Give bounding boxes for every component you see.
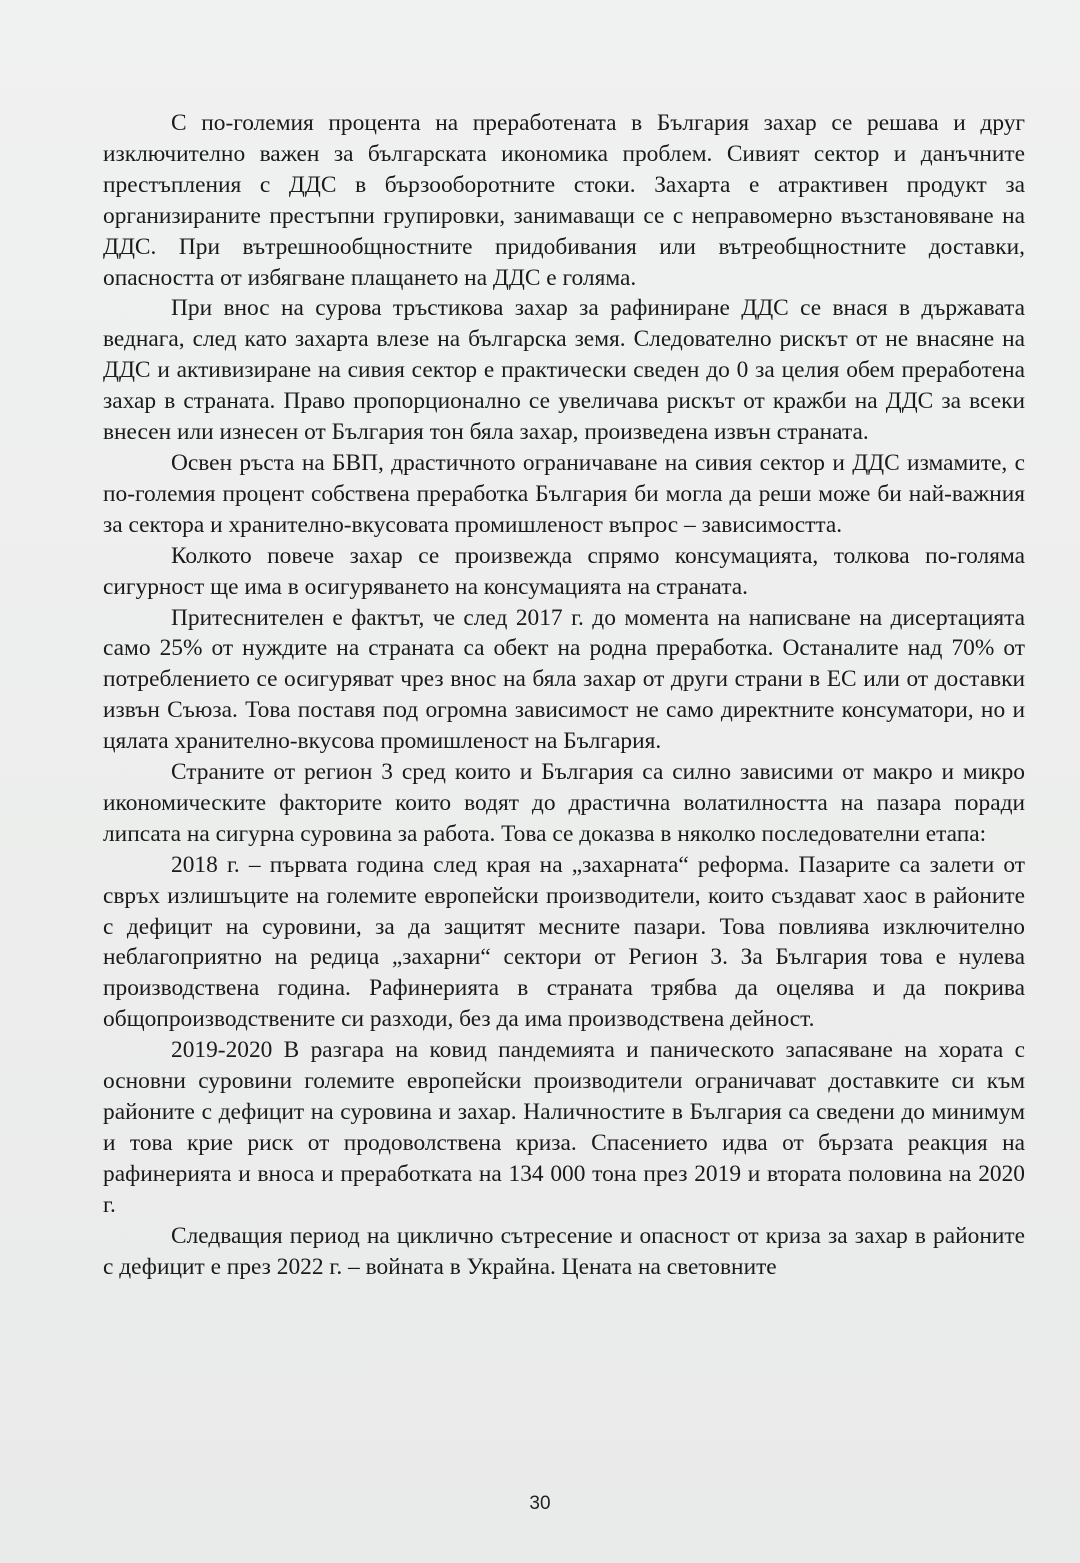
paragraph-consumption-security: Колкото повече захар се произвежда спрямо консумацията, толкова по-голяма сигурност ще има в осигуряването на консумацията на страната. [103,542,1025,600]
paragraph-2019-2020: 2019-2020 В разгара на ковид пандемията и паническото запасяване на хората с основни суровини големите европейски производители ограничават доставките си към районите с дефицит на суровина и захар. Наличностите в България са сведени до минимум и това крие риск от продоволствена криза. Спасението идва от бързата реакция на рафинерията и вноса и преработката на 134 000 тона през 2019 и втората половина на 2020 г. [103,1037,1025,1218]
paragraph-gdp-dependence: Освен ръста на БВП, драстичното ограничаване на сивия сектор и ДДС измамите, с по-големия процент собствена преработка България би могла да реши може би най-важния за сектора и хранително-вкусовата промишленост въпрос – зависимостта. [103,449,1025,538]
document-body [103,108,1025,1282]
paragraph-2018: 2018 г. – първата година след края на „захарната“ реформа. Пазарите са залети от свръх излишъците на големите европейски производители, които създават хаос в районите с дефицит на суровини, за да защитят месните пазари. Това повлиява изключително неблагоприятно на редица „захарни“ сектори от Регион 3. За България това е нулева производствена година. Рафинерията в страната трябва да оцелява и да покрива общопроизводствените си разходи, без да има производствена дейност. [103,851,1025,1033]
paragraph-region-3: Страните от регион 3 сред които и България са силно зависими от макро и микро икономическите факторите които водят до драстична волатилността на пазара поради липсата на сигурна суровина за работа. Това се доказва в няколко последователни етапа: [103,759,1025,847]
paragraph-vat-problem: С по-големия процента на преработената в България захар се решава и друг изключително важен за българската икономика проблем. Сивият сектор и данъчните престъпления с ДДС в бързооборотните стоки. Захарта е атрактивен продукт за организираните престъпни групировки, занимаващи се с неправомерно възстановяване на ДДС. При вътрешнообщностните придобивания или вътреобщностните доставки, опасността от избягване плащането на ДДС е голяма. [103,110,1025,291]
page-number: 30 [529,1493,551,1514]
paragraph-cane-sugar-import: При внос на сурова тръстикова захар за рафиниране ДДС се внася в държавата веднага, след като захарта влезе на българска земя. Следователно рискът от не внасяне на ДДС и активизиране на сивия сектор е практически сведен до 0 за целия обем преработена захар в страната. Право пропорционално се увеличава рискът от кражби на ДДС за всеки внесен или изнесен от България тон бяла захар, произведена извън страната. [103,295,1025,446]
paragraph-2022: Следващия период на циклично сътресение и опасност от криза за захар в районите с дефицит е през 2022 г. – войната в Украйна. Цената на световните [103,1222,1025,1280]
paragraph-domestic-processing: Притеснителен е фактът, че след 2017 г. до момента на написване на дисертацията само 25% от нуждите на страната са обект на родна преработка. Останалите над 70% от потреблението се осигуряват чрез внос на бяла захар от други страни в ЕС или от доставки извън Съюза. Това поставя под огромна зависимост не само директните консуматори, но и цялата хранително-вкусова промишленост на България. [103,604,1025,755]
